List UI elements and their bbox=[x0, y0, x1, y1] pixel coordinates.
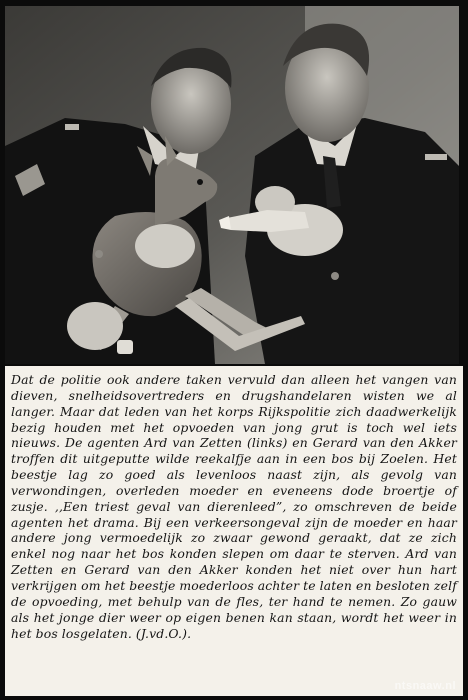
watermark: ntsnaaw.nl bbox=[394, 680, 456, 692]
news-photo bbox=[5, 6, 459, 364]
photo-officers-feeding-fawn bbox=[5, 6, 459, 364]
article-caption: Dat de politie ook andere taken vervuld dan alleen het vangen van dieven, snelheidsovertreders en drugshandelaren wisten we al langer. Maar dat leden van het korps Rijkspolitie zich daadwerkelijk bezig houden met het opvoeden van jong grut is toch wel iets nieuws. De agenten Ard van Zetten (links) en Gerard van den Akker troffen dit uitgeputte wilde reekalfje aan in een bos bij Zoelen. Het beestje lag zo goed als levenloos naast zijn, als gevolg van verwondingen, overleden moeder en eveneens dode broertje of zusje. ,,Een triest geval van dierenleed”, zo omschreven de beide agenten het drama. Bij een verkeersongeval zijn de moeder en haar andere jong vermoedelijk zo zwaar gewond geraakt, dat ze zich enkel nog naar het bos konden slepen om daar te sterven. Ard van Zetten en Gerard van den Akker konden het niet over hun hart verkrijgen om het beestje moederloos achter te laten en besloten zelf de opvoeding, met behulp van de fles, ter hand te nemen. Zo gauw als het jonge dier weer op eigen benen kan staan, wordt het weer in het bos losgelaten. (J.vd.O.). bbox=[5, 366, 463, 696]
